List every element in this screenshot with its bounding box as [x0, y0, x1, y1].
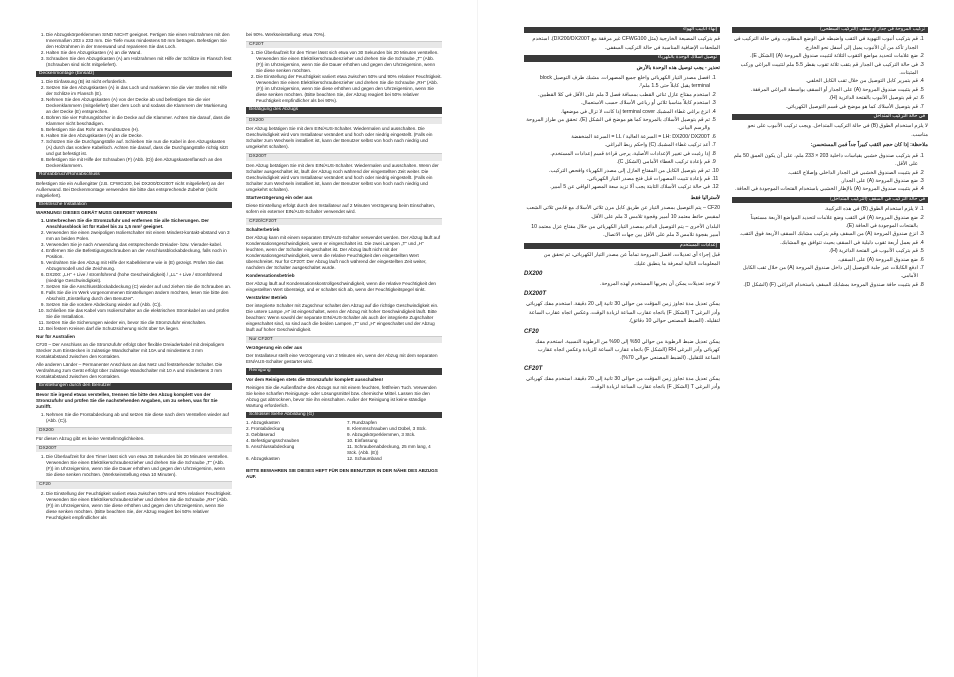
list-item: 1. Die Überlaufzeit für den Timer lässt sich etwa von 30 Sekunden bis 20 Minuten verstellen. Verwenden Sie einen Elektrikerschraubenzieher und drehen Sie die Schraube „T" (Abb. (F)) im Uhrzeigersinn, wenn Sie die Dauer erhöhen und gegen den Uhrzeigersinn, wenn Sie diese senken möchten.: [256, 50, 442, 74]
section-heading-ducting: إنهاء أنابيب الهواء: [524, 27, 720, 33]
arabic-column-2: [732, 24, 928, 677]
list-item: 8. إذا رغبت في تغيير الإعدادات الأصلية، يرجى قراءة قسم إعدادات المستخدم.: [524, 150, 710, 158]
legend-item: 9. Abzugskörperklemmen, 3 Stck.: [347, 432, 416, 438]
dx200-text: Für diesen Abzug gibt es keine Verstellmöglichkeiten.: [36, 436, 145, 442]
list-item: 4. قم بعمل أربعة ثقوب دليلية في السقف بحيث تتوافق مع المشابك.: [732, 239, 918, 247]
legend-item: 2. Frontabdeckung: [246, 426, 285, 432]
fold-line: [477, 0, 478, 677]
section-heading-ceiling: Deckenmontage (Einsatz): [36, 71, 232, 77]
list-item: 2. ضع صندوق المروحة (A) في الثقب وضع علامات لتحديد المواضع الأربعة مستعيناً بالفتحات الموجودة في الحافة (E).: [732, 214, 918, 231]
list-item: 10. Schließen Sie das Kabel vom Isolierschalter an die elektrischen Stromkabel an und prüfen Sie die Installation.: [46, 308, 232, 320]
section-heading-concealed-ar: في حالة التركيب المتداخل: [732, 114, 928, 120]
operation-label-dx200t: DX200T: [246, 153, 442, 160]
list-item: 4. Entfernen Sie die Befestigungsschrauben an der Anschlussblockabdeckung, falls noch in Position.: [46, 248, 232, 260]
switch-operation-text: Der Abzug kann mit einem separaten EIN/AUS-Schalter verwendet werden. Der Abzug läuft auf Kondensationsgeschwindigkeit, wenn er eingeschaltet ist. Die zwei Lampen „T" und „H" leuchten, wenn der Schalter eingeschaltet ist. Der Abzug läuft nicht mit der Kondensationsgeschwindigkeit, wenn die relative Feuchtigkeit den eingestellten Wert überschreitet. Nur für CF20T: Der Abzug läuft noch während der eingestellten Zeit weiter, nachdem der Schalter ausgeschaltet wurde.: [246, 235, 441, 271]
warning-text-ar: تحذير - يجب توصيل هذه الوحدة بالأرض: [636, 64, 720, 71]
list-item: 5. Verdrahten Sie den Abzug mit Hilfe der Kabelklemme wie in (E) gezeigt. Prüfen Sie das Abzugsmodell und die Zeichnung.: [46, 260, 232, 272]
switch-operation-title: Schalterbetrieb: [246, 227, 280, 233]
concealed-note-ar: ملاحظة: إذا كان حجم الثقب كبيراً جداً فمن المستحسن:: [810, 142, 928, 149]
boost-title: Verstärkter Betrieb: [246, 295, 288, 301]
section-heading-user-settings-ar: إعدادات المستخدم: [524, 243, 720, 249]
australia-heading-ar: لأستراليا فقط: [690, 194, 720, 201]
list-item: 5. قم بتركيب الأنبوب في الفتحة الدائرية (H).: [732, 247, 918, 255]
list-item: 2. Die Einstellung der Feuchtigkeit variiert etwa zwischen 50% und 90% relativer Feuchtigkeit. Verwenden Sie einen Elektrikerschraubenzieher und drehen Sie die Schraube „RH" (Abb. (F)) im Uhrzeigersinn, wenn Sie diese erhöhen und gegen den Uhrzeigersinn, wenn Sie diese senken möchten. (Bitte beachten Sie, der Abzug reagiert bei 50% relativer Feuchtigkeit empfindlicher als bei 90%).: [256, 74, 442, 104]
warning-text: WARNUNG! DIESES GERÄT MUSS GEERDET WERDEN: [36, 210, 157, 216]
operation-dx200-text: Der Abzug betätigen Sie mit dem EIN/AUS-Schalter. Wiedermalen und ausschalten. Die Geschwindigkeit wird vom Installateur verändert und hoch oder niedrig eingestellt. (Falls ein Schalter zum Wechseln installiert ist, kann der Benutzer selbst von hoch nach niedrig und umgekehrt schalten).: [246, 126, 433, 150]
australia-text: CF20 – Der Anschluss an die Stromzufuhr erfolgt über flexible Dreiaderkabel mit dreipoligem Stecker zum Einstecken in zulässige Wandschalter mit 10A und mindestens 3 mm Kontaktabstand zwischen den Kontakten.: [36, 342, 225, 360]
legend-item: 8. Klemmschrauben und Dübel, 3 Stck.: [347, 426, 427, 432]
list-item: 5. ثم قم بتوصيل الأسلاك بالمروحة كما هو موضح في الشكل (E). تحقق من طراز المروحة والرسم البياني.: [524, 116, 710, 133]
australia-text-ar: CF20 – يتم التوصيل بمصدر التيار عن طريق كابل مرن ثلاثي الأسلاك مع قابس ثلاثي الشعب لمقبس حائط معتمد 10 أمبير وفجوة تلامس 3 ملم على الأقل.: [526, 205, 720, 220]
list-item: 1. Unterbrechen Sie die Stromzufuhr und entfernen Sie alle Sicherungen. Der Anschlussblock ist für Kabel bis zu 1,5 mm² geeignet.: [46, 218, 232, 230]
list-item: 4. انزع براغي غطاء المشبك terminal cover إذا كانت لا تزال في موضعها.: [524, 108, 710, 116]
boost-text: Der integrierte Schalter mit Zugschnur schaltet den Abzug auf die richtige Geschwindigkeit ein. Die untere Lampe „H" ist eingeschaltet, wenn der Abzug mit hoher Geschwindigkeit läuft. Bitte beachten: Wenn sowohl der separate EIN/AUS-Schalter als auch der integrierte Zugschalter eingeschaltet sind, so sind auch die beiden Lampen „T" und „H" eingeschaltet und der Abzug läuft auf hoher Geschwindigkeit.: [246, 303, 439, 333]
model-label-dx200: DX200: [36, 427, 232, 434]
list-item: 1. Nehmen Sie die Frontabdeckung ab und setzen Sie diese nach dem Verstellen wieder auf (Abb. (C)).: [46, 412, 232, 424]
list-item: 6. DX200: „LH" + Live / stromführend (hohe Geschwindigkeit) / „LL" + Live / stromführend (niedrige Geschwindigkeit).: [46, 272, 232, 284]
model-label-cf20-ar: CF20: [524, 328, 539, 335]
list-item: 6. LH: DX200/ DX200T = السرعة العالية / LL = السرعة المنخفضة: [524, 133, 710, 141]
list-item: 8. قم بتثبيت حافة صندوق المروحة بمشابك السقف باستخدام البراغي (F) (الشكل D).: [732, 281, 918, 289]
list-item: 1. قم بتركيب صندوق خشبي بقياسات داخلية 203 × 233 ملم، على أن يكون العمق 50 ملم على الأقل.: [732, 152, 918, 169]
operation-label-dx200: DX200: [246, 117, 442, 124]
legend-item: 11. Schraubenabdeckung, 25 mm lang, 4 Stck. (Abb. (E)): [347, 444, 431, 456]
parts-legend: [246, 420, 442, 462]
list-item: 3. في حالة التركيب في الجدار قم بثقب ثلاثة ثقوب بقطر 5.5 ملم لتثبيت البراغي وركب المثبتات.: [732, 61, 918, 78]
model-label-dx200t: DX200T: [36, 445, 232, 452]
list-item: 2. Die Einstellung der Feuchtigkeit variiert etwa zwischen 50% und 90% relativer Feuchtigkeit. Verwenden Sie einen Elektrikerschraubenzieher und drehen Sie die Schraube „RH" (Abb. (F)) im Uhrzeigersinn, wenn Sie diese erhöhen und gegen den Uhrzeigersinn, wenn Sie diese senken möchten. (Bitte beachten Sie, der Abzug reagiert bei 50% relativer Feuchtigkeit empfindlicher als: [46, 491, 232, 521]
list-item: 7. Schützen Sie die Durchgangstülle auf. Schieben Sie nun die Kabel in den Abzugskasten (A) durch das vordere Kabelloch. Achten Sie darauf, dass die Durchgangstülle richtig sitzt und gut befestigt ist.: [46, 139, 232, 157]
condensation-title: Kondensationsbetrieb: [246, 273, 295, 279]
dx200t-list: [36, 454, 232, 478]
condensation-text: Der Abzug läuft auf Kondensationskontrollgeschwindigkeit, wenn die relative Feuchtigkeit den eingestellten Wert übersteigt, und er schaltet sich ab, wenn der Feuchtigkeitspegel sinkt.: [246, 281, 436, 293]
section-heading-electrical-ar: توصيل أسلاك الوحدة بالكهرباء: [524, 55, 720, 61]
operation-label-cf20t-only: Nur CF20T: [246, 336, 442, 343]
list-item: 2. Verwenden Sie einen zweipoligen Isolierschalter mit einem Mindest-kontakt-abstand von 3 mm an beiden Polen.: [46, 230, 232, 242]
list-item: 7. أعد تركيب غطاء المشبك (C) واحكم ربط البراغي.: [524, 141, 710, 149]
user-settings-text: Bevor Sie irgend etwas verstellen, trennen Sie bitte den Abzug komplett von der Stromzufuhr und prüfen Sie die nachstehenden Angaben, um zu sehen, was für Sie zutrifft.: [36, 391, 218, 409]
list-item: 3. انزع صندوق المروحة (A) من السقف وقم بتركيب مشابك السقف الأربعة فوق الثقب.: [732, 230, 918, 238]
list-item: 3. Schrauben Sie den Abzugskasten (A) am Holzrahmen mit Hilfe der Schlitze im Flansch fest (Schrauben sind nicht mitgeliefert).: [46, 56, 232, 68]
list-item: 1. لا يلزم استخدام الطوق (B) في هذه التركيبة.: [732, 205, 918, 213]
list-item: 11. Setzen Sie die Sicherungen wieder ein, bevor Sie die Stromzufuhr einschalten.: [46, 320, 232, 326]
list-item: 1. Die Abzugskörperklemmen SIND NICHT geeignet. Fertigen Sie einen Holzrahmen mit den Innenmaßen 203 x 233 mm. Die Tiefe muss mindestens 50 mm betragen. Befestigen Sie den Holzrahmen in der Innenwand und reparieren Sie das Loch.: [46, 32, 232, 50]
delay-text: Der Installateur stellt eine Verzögerung von 2 Minuten ein, wenn der Abzug mit dem separaten EIN/AUS-Schalter gestartet wird.: [246, 353, 438, 365]
list-item: 8. Befestigen Sie mit Hilfe der Schrauben (F) (Abb. (D)) den Abzugskastenflansch an den Deckenklammern.: [46, 157, 232, 169]
startup-delay-title: Startverzögerung ein oder aus: [246, 194, 313, 200]
australia-heading: Nur für Australien: [36, 334, 75, 340]
concealed-list-ar: [732, 152, 928, 194]
wall-list-ar: [732, 35, 928, 111]
startup-delay-text: Diese Einstellung erfolgt durch den Installateur auf 2 Minuten Verzögerung beim Einschalten, sofern ein externer EIN/AUS-Schalter verwendet wird.: [246, 202, 435, 214]
list-item: 8. Falls Sie die im Werk vorgenommenen Einstellungen ändern möchten, lesen Sie bitte den Abschnitt „Einstellung durch den Benutzer".: [46, 290, 232, 302]
electrical-list-ar: [524, 74, 720, 192]
legend-item: 6. Abzugskasten: [246, 456, 280, 462]
list-item: 7. ادفع الكابلات عبر جلبة التوصيل إلى داخل صندوق المروحة (A) من خلال ثقب الكابل الأمامي.: [732, 264, 918, 281]
operation-label-cf20: CF20/CF20T: [246, 218, 442, 225]
list-item: 3. استخدم كابلاً مناسبا ثلاثي أو رباعي الأسلاك حسب الاستعمال.: [524, 99, 710, 107]
arabic-column-1: [524, 24, 720, 677]
list-item: 11. قم بإعادة تثبيت المصهرات قبل فتح مصدر التيار الكهربائي.: [524, 175, 710, 183]
model-label-cf20t: CF20T: [246, 41, 442, 48]
list-item: 2. قم بتثبيت الصندوق الخشبي في الجدار الداخلي وإصلاح الثقب.: [732, 169, 918, 177]
list-item: 4. Bohren Sie vier Führungslöcher in die Decke auf die Klammer. Achten Sie darauf, dass die Klammer nicht beschädigen.: [46, 115, 232, 127]
legend-item: 4. Befestigungsschrauben: [246, 438, 300, 444]
ceiling-list-ar: [732, 205, 928, 289]
legend-item: 12. Schaumband: [347, 456, 382, 462]
list-item: 1. افصل مصدر التيار الكهربائي واخلع جميع المصهرات. مشبك طرف التوصيل block terminal يقبل كابلاً حتى 1.5 ملم².: [524, 74, 710, 91]
delay-title: Verzögerung ein oder aus: [246, 345, 303, 351]
ceiling-list: [36, 79, 232, 169]
list-item: 6. Halten Sie den Abzugskasten (A) an die Decke.: [46, 133, 232, 139]
model-label-cf20: CF20: [36, 481, 232, 488]
section-heading-electrical: Elektrische Installation: [36, 202, 232, 208]
user-settings-text-ar: قبل إجراء أي تعديلات، افصل المروحة تماماً عن مصدر التيار الكهربائي، ثم تحقق من المعلومات التالية لمعرفة ما ينطبق عليك.: [543, 252, 720, 267]
section-heading-cleaning: Reinigung: [246, 368, 442, 374]
list-item: 2. Halten Sie den Abzugskasten (A) an die Wand.: [46, 50, 232, 56]
cf20-text-ar: يمكن تعديل ضبط الرطوبة من حوالي 50% إلى 90% من الرطوبة النسبية. استخدم مفك كهربائي وأدر البرغي RH (الشكل F) باتجاه عقارب الساعة للزيادة وعكس اتجاه عقارب الساعة للتقليل. (الضبط المصنعي حوالي 70%).: [535, 338, 720, 362]
legend-item: 1. Abzugskasten: [246, 420, 280, 426]
list-item: 2. Setzen Sie den Abzugskasten (A) in das Loch und markieren Sie die vier Stellen mit Hilfe der Schlitze im Flansch (E).: [46, 85, 232, 97]
section-heading-user-settings: Einstellungen durch den Benutzer: [36, 383, 232, 389]
continued-text: bei 90%. Werkseinstellung: etwa 70%).: [246, 32, 326, 37]
dx200t-text-ar: يمكن تعديل مدة تجاوز زمن المؤقت من حوالي 30 ثانية إلى 20 دقيقة. استخدم مفك كهربائي وأدر البرغي T (الشكل F) باتجاه عقارب الساعة لزيادة الوقت، وعكس اتجاه عقارب الساعة لتقليله. (الضبط المصنعي حوالي 10 دقائق).: [526, 301, 720, 325]
list-item: 1. قم بتركيب أنبوب التهوية في الثقب واضبطه في الوضع المطلوب. وفي حالة التركيب في الجدار تأكد من أن الأنبوب يميل إلى أسفل نحو الخارج.: [732, 35, 918, 52]
cf20t-list: [246, 50, 442, 104]
list-item: 12. Bei festem Kreisen darf die Schutzsicherung nicht über 5A liegen.: [46, 326, 232, 332]
list-item: 1. Die Einfassung (B) ist nicht erforderlich.: [46, 79, 232, 85]
list-item: 9. قم بإعادة تركيب الغطاء الأمامي (الشكل C).: [524, 158, 710, 166]
list-item: 4. قم بتثبيت صندوق المروحة (A) بالإطار الخشبي باستخدام الفتحات الموجودة في الحافة.: [732, 185, 918, 193]
section-heading-operation: Betätigung des Abzugs: [246, 107, 442, 113]
cleaning-warning: Vor dem Reinigen stets die Stromzufuhr komplett ausschalten!: [246, 376, 383, 382]
user-settings-list: [36, 412, 232, 424]
ducting-text: قم بتركيب المصبعة الخارجية (مثل CFWG100 غير مرفقة مع DX200/DX200T). استخدم الملحقات الإضافية المناسبة في حالة التركيب السقفي.: [532, 36, 720, 51]
electrical-list: [36, 218, 232, 332]
list-item: 5. قم بتثبيت صندوق المروحة (A) على الجدار أو السقف بواسطة البراغي المرفقة.: [732, 86, 918, 94]
section-heading-wall-ar: تركيب المروحة في جدار أو سقف (التركيب السطحي): [732, 27, 928, 33]
other-countries-text-ar: البلدان الأخرى – يتم التوصيل الدائم بمصدر التيار الكهربائي من خلال مفتاح عزل معتمد 10 أمبير بفجوة تلامس 3 ملم على الأقل بين جهات الاتصال.: [531, 223, 720, 239]
other-countries-text: Alle anderen Länder – Permanenter Anschluss an das Netz und feststehender Schalter. Die Verdrahtung zum Gerät erfolgt über zulässige Wandschalter mit 10 A und mindestens 3 mm Kontaktabstand zwischen den Kontakten.: [36, 362, 223, 380]
concealed-text-ar: لا يلزم استخدام الطوق (B) في حالة التركيب المتداخل. ويجب تركيب الأنبوب على نحو مناسب.: [747, 123, 928, 138]
list-item: 3. Nehmen Sie den Abzugskasten (A) von der Decke ab und befestigen Sie die vier Deckenklammern (mitgeliefert) über dem Loch und sodass die Klammern der Markierung an der Decke (E) entsprechen.: [46, 97, 232, 115]
model-label-dx200-ar: DX200: [524, 270, 543, 277]
dx200-text-ar: لا توجد تعديلات يمكن أن يجريها المستخدم لهذه المروحة.: [600, 280, 720, 287]
german-column-1: [36, 32, 232, 677]
list-item: 4. قم بتمرير كابل التوصيل من خلال ثقب الكابل الخلفي.: [732, 77, 918, 85]
list-item: 2. استخدم مفتاح عازل ثنائي القطب بمسافة فصل 3 ملم على الأقل في كلا القطبين.: [524, 91, 710, 99]
list-item: 7. Setzen Sie die Anschlussblockabdeckung (C) wieder auf und ziehen Sie die Schrauben an.: [46, 284, 232, 290]
legend-item: 3. Gebläserad: [246, 432, 275, 438]
list-item: 5. Befestigen Sie das Rohr am Rundstutzen (H).: [46, 127, 232, 133]
section-heading-legend: Schlüssel Siehe Abbildung (G): [246, 412, 442, 418]
list-item: 9. Setzen Sie die vordere Abdeckung wieder auf (Abb. (C)).: [46, 302, 232, 308]
list-item: 3. ضع صندوق المروحة (A) على الجدار.: [732, 177, 918, 185]
list-item: 12. في حالة تركيب الأسلاك الثابتة يجب ألا تزيد سعة المصهر الواقي عن 5 أمبير.: [524, 183, 710, 191]
model-label-cf20t-ar: CF20T: [524, 365, 543, 372]
list-item: 6. ضع صندوق المروحة (A) على السقف.: [732, 256, 918, 264]
list-item: 1. Die Überlaufzeit für den Timer lässt sich von etwa 30 Sekunden bis 20 Minuten verstellen. Verwenden Sie einen Elektrikerschraubenzieher und drehen Sie die Schraube „T" (Abb. (F)) im Uhrzeigersinn, wenn Sie die Dauer erhöhen und gegen den Uhrzeigersinn, wenn Sie diese senken möchten. (Werkseinstellung etwa 10 Minuten).: [46, 454, 232, 478]
cleaning-text: Reinigen Sie die Außenfläche des Abzugs nur mit einem feuchten, fettfreien Tuch. Verwenden Sie keine scharfen Reinigungs- oder Lösungsmittel bzw. chemische Mittel. Lassen Sie den Abzug gut abtrocknen, bevor Sie ihn einschalten. Außer der Reinigung ist keine ständige Wartung erforderlich.: [246, 384, 437, 408]
cf20-list: [36, 491, 232, 521]
legend-item: 5. Anschlussabdeckung: [246, 444, 295, 450]
list-item: 7. قم بتوصيل الأسلاك كما هو موضح في قسم التوصيل الكهربائي.: [732, 103, 918, 111]
intro-list: [36, 32, 232, 68]
legend-item: 7. Rundzapfen: [347, 420, 377, 426]
keep-notice: BITTE BEWAHREN SIE DIESES HEFT FÜR DEN BENUTZER IN DER NÄHE DES ABZUGS AUF.: [246, 468, 438, 480]
list-item: 10. ثم قم بتوصيل الكابل من المفتاح العازل إلى مصدر الكهرباء وافحص التركيب.: [524, 167, 710, 175]
legend-item: 10. Einfassung: [347, 438, 378, 444]
german-column-2: [246, 32, 442, 677]
list-item: 6. ثم قم بتوصيل الأنبوب بالفتحة الدائرية (H).: [732, 94, 918, 102]
model-label-dx200t-ar: DX200T: [524, 291, 547, 298]
section-heading-ceiling-ar: في حالة التركيب في السقف (التركيب المتداخل): [732, 197, 928, 203]
list-item: 3. Verwenden Sie je nach Anwendung das entsprechende Dreiader- bzw. Vierader-kabel.: [46, 242, 232, 248]
cf20t-text-ar: يمكن تعديل مدة تجاوز زمن المؤقت من حوالي 30 ثانية إلى 20 دقيقة. استخدم مفك كهربائي وأدر البرغي T (الشكل F) باتجاه عقارب الساعة لزيادة الوقت.: [526, 375, 720, 391]
section-heading-pipe: Rohrabbruch/Rohrabschluss: [36, 172, 232, 178]
pipe-text: Befestigen Sie ein Außengitter (z.B. CFWG100, bei DX200/DX200T nicht mitgeliefert) an der Außenwand. Bei Deckenmontage verwenden Sie bitte das entsprechende Zubehör (nicht mitgeliefert).: [36, 180, 225, 198]
list-item: 2. ضع علامات لتحديد مواضع الثقوب الثلاثة لتثبيت صندوق المروحة (A) (الشكل E).: [732, 52, 918, 60]
operation-dx200t-text: Den Abzug betätigen Sie mit dem EIN/AUS-Schalter. Wiedermalen und ausschalten. Wenn der Schalter ausgeschaltet ist, läuft der Abzug noch während der eingestellten Zeit weiter. Die Geschwindigkeit wird vom Installateur verändert und hoch oder niedrig eingestellt. (Falls ein Schalter zum Wechseln installiert ist, kann der Benutzer selbst von hoch nach niedrig und umgekehrt schalten).: [246, 162, 439, 192]
